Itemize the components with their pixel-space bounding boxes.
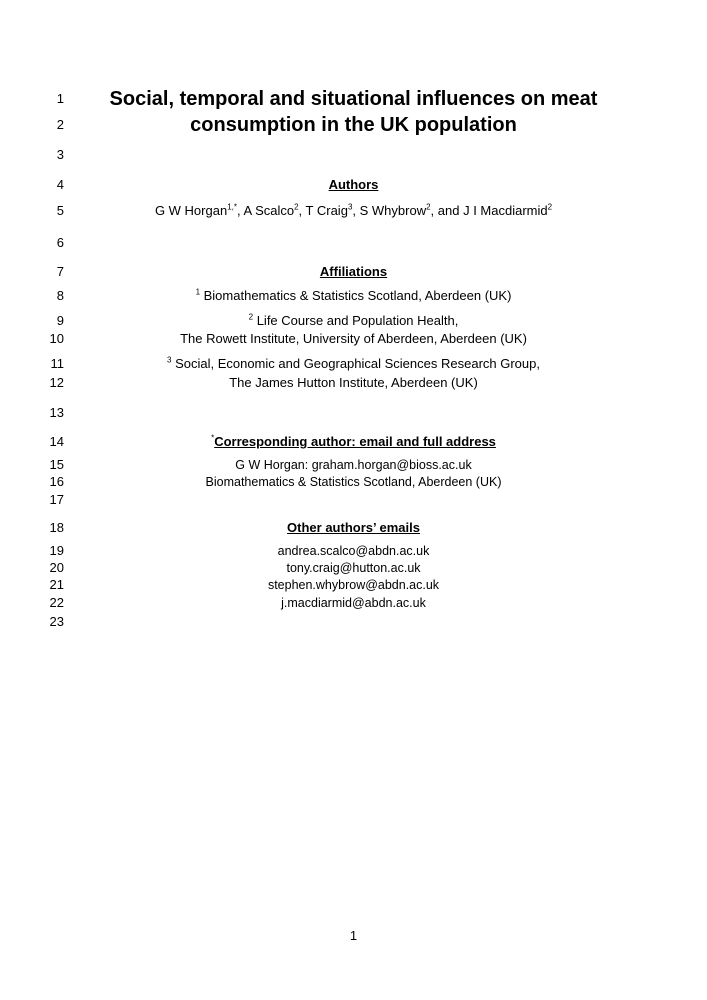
author-name: S Whybrow: [359, 203, 427, 218]
line-number: 4: [56, 177, 64, 192]
line-number: 14: [49, 434, 64, 449]
line-number: 3: [56, 147, 64, 162]
email-address: andrea.scalco@abdn.ac.uk: [277, 544, 430, 558]
author-name: T Craig: [305, 203, 348, 218]
affiliations-heading: Affiliations: [319, 264, 388, 279]
line-number: 2: [56, 117, 64, 132]
line-number: 5: [56, 203, 64, 218]
line-number: 22: [49, 595, 64, 610]
author-separator: , and: [430, 203, 464, 218]
line-number: 13: [49, 405, 64, 420]
affiliation-3-line-1: [0, 356, 707, 372]
line-number: 19: [49, 543, 64, 558]
line-number: 9: [56, 313, 64, 328]
paper-title-line-1: Social, temporal and situational influences on meat: [109, 88, 598, 110]
paper-title-line-2: consumption in the UK population: [190, 114, 517, 136]
author-separator: ,: [298, 203, 306, 218]
line-number: 10: [49, 331, 64, 346]
affiliation-text: Social, Economic and Geographical Sciences Research Group,: [171, 356, 540, 371]
corresponding-author-address: Biomathematics & Statistics Scotland, Aberdeen (UK): [205, 475, 502, 489]
line-number: 16: [49, 474, 64, 489]
corresponding-author-heading: Corresponding author: email and full address: [214, 434, 496, 449]
line-number: 12: [49, 375, 64, 390]
affiliation-1: [0, 288, 707, 304]
authors-heading: Authors: [328, 177, 379, 192]
email-address: j.macdiarmid@abdn.ac.uk: [281, 596, 426, 610]
affiliation-2-line-2: The Rowett Institute, University of Aberdeen, Aberdeen (UK): [180, 331, 527, 346]
line-number: 1: [56, 91, 64, 106]
email-address: tony.craig@hutton.ac.uk: [286, 561, 421, 575]
page-number: 1: [349, 928, 358, 943]
affiliation-2-line-1: [0, 313, 707, 329]
corresponding-author-email: G W Horgan: graham.horgan@bioss.ac.uk: [235, 458, 472, 472]
email-address: stephen.whybrow@abdn.ac.uk: [267, 578, 440, 592]
line-number: 7: [56, 264, 64, 279]
author-affiliation-marker: 2: [294, 202, 299, 212]
line-number: 23: [49, 614, 64, 629]
line-number: 20: [49, 560, 64, 575]
author-affiliation-marker: 1,*: [227, 202, 237, 212]
line-number: 18: [49, 520, 64, 535]
author-affiliation-marker: 2: [547, 202, 553, 212]
line-number: 6: [56, 235, 64, 250]
affiliation-marker: 3: [167, 355, 172, 365]
line-number: 11: [50, 356, 64, 371]
affiliation-3-line-2: The James Hutton Institute, Aberdeen (UK): [229, 375, 478, 390]
corresponding-marker: *: [211, 433, 215, 443]
corresponding-author-heading-row: [0, 434, 707, 450]
line-number: 8: [56, 288, 64, 303]
author-separator: ,: [236, 203, 244, 218]
line-number: 15: [49, 457, 64, 472]
line-number: 21: [49, 577, 64, 592]
author-affiliation-marker: 2: [426, 202, 431, 212]
affiliation-text: Biomathematics & Statistics Scotland, Aberdeen (UK): [200, 288, 512, 303]
affiliation-text: Life Course and Population Health,: [253, 313, 459, 328]
affiliation-marker: 2: [248, 312, 254, 322]
author-name: A Scalco: [243, 203, 295, 218]
other-emails-heading: Other authors’ emails: [287, 520, 420, 535]
line-number: 17: [49, 492, 64, 507]
author-separator: ,: [352, 203, 360, 218]
author-name: G W Horgan: [154, 203, 228, 218]
author-name: J I Macdiarmid: [463, 203, 548, 218]
author-list: [0, 203, 707, 219]
author-affiliation-marker: 3: [347, 202, 353, 212]
affiliation-marker: 1: [195, 287, 201, 297]
